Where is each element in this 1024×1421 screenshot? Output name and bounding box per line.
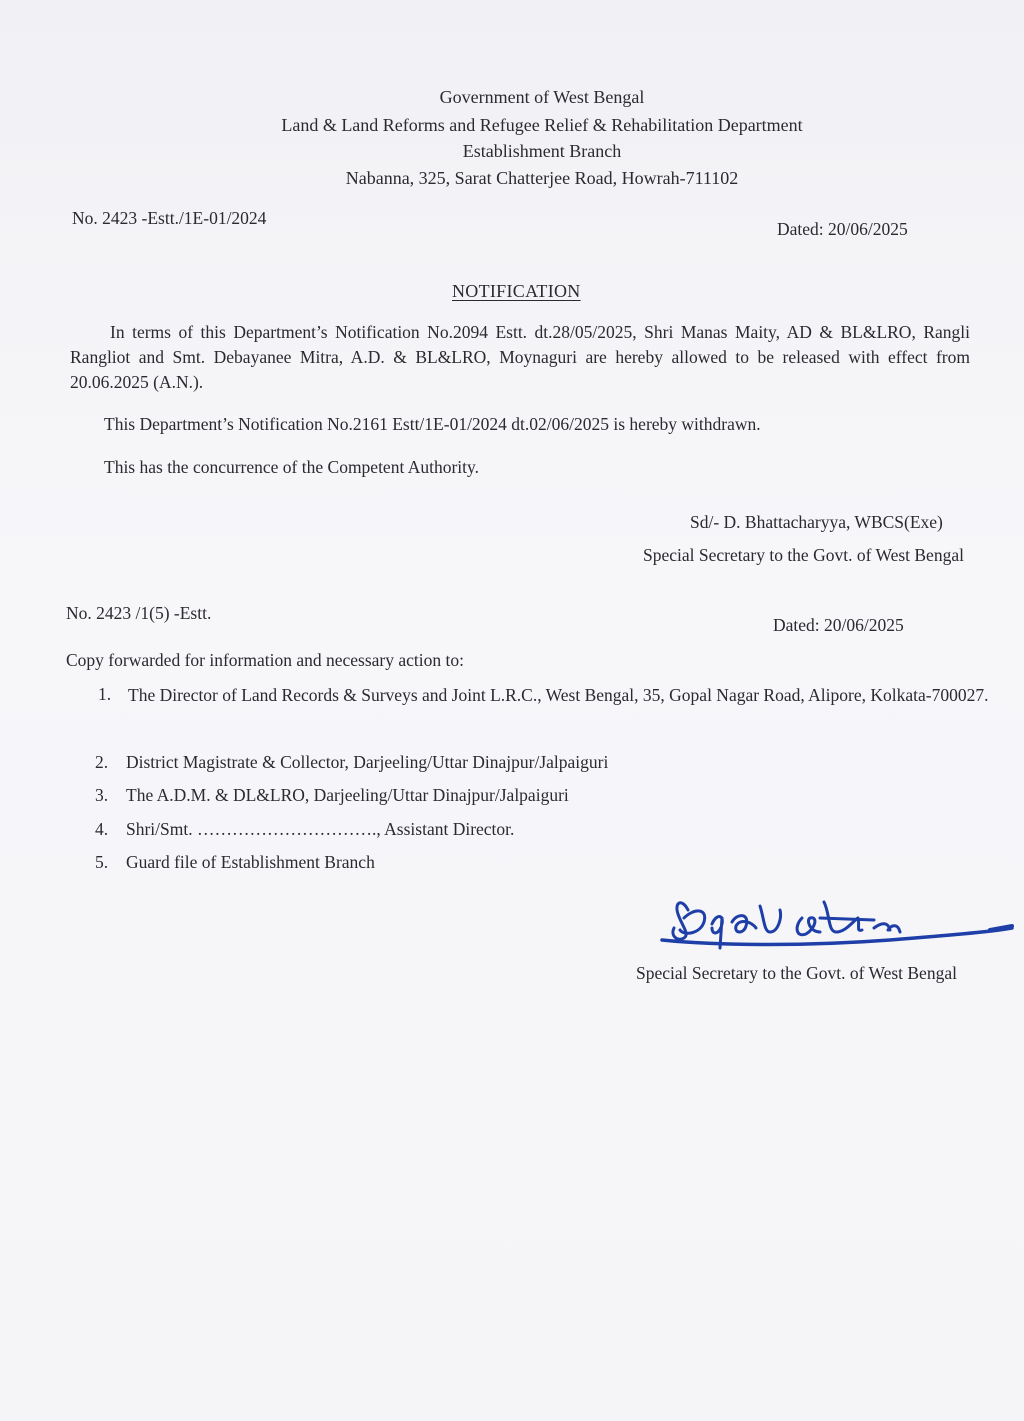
list-item-number: 5.	[95, 852, 109, 872]
header-department: Land & Land Reforms and Refugee Relief & Rehabilitation Department	[281, 115, 803, 135]
notification-paragraph-2: This Department’s Notification No.2161 Estt/1E-01/2024 dt.02/06/2025 is hereby withdrawn.	[104, 414, 761, 434]
copy-forwarded-intro: Copy forwarded for information and necessary action to:	[66, 650, 464, 670]
notification-title: NOTIFICATION	[452, 281, 581, 301]
notification-paragraph-1: In terms of this Department’s Notification No.2094 Estt. dt.28/05/2025, Shri Manas Maity, AD & BL&LRO, Rangli Rangliot and Smt. Debayanee Mitra, A.D. & BL&LRO, Moynaguri are hereby allowed to be released with effect from 20.06.2025 (A.N.).	[70, 322, 970, 392]
list-item-number: 2.	[95, 752, 109, 772]
list-item-number: 3.	[95, 785, 109, 805]
notification-paragraph-3: This has the concurrence of the Competent Authority.	[104, 457, 480, 477]
header-address: Nabanna, 325, Sarat Chatterjee Road, Howrah-711102	[345, 168, 739, 188]
header-branch: Establishment Branch	[462, 141, 622, 161]
signatory-name: Sd/- D. Bhattacharyya, WBCS(Exe)	[690, 512, 943, 532]
list-item-text: Shri/Smt. …………………………., Assistant Director.	[126, 819, 515, 839]
list-item-text: The Director of Land Records & Surveys and Joint L.R.C., West Bengal, 35, Gopal Nagar Road, Alipore, Kolkata-700027.	[128, 685, 989, 705]
final-signatory-designation: Special Secretary to the Govt. of West Bengal	[636, 963, 957, 983]
list-item-text: The A.D.M. & DL&LRO, Darjeeling/Uttar Dinajpur/Jalpaiguri	[126, 785, 569, 805]
list-item-text: District Magistrate & Collector, Darjeeling/Uttar Dinajpur/Jalpaiguri	[126, 752, 609, 772]
memo-number: No. 2423 -Estt./1E-01/2024	[72, 208, 267, 228]
memo-date: Dated: 20/06/2025	[777, 219, 908, 239]
list-item-number: 1.	[98, 684, 112, 704]
list-item-text: Guard file of Establishment Branch	[126, 852, 375, 872]
copy-memo-date: Dated: 20/06/2025	[773, 615, 904, 635]
handwritten-signature	[660, 888, 1020, 958]
header-government: Government of West Bengal	[439, 87, 645, 107]
list-item-number: 4.	[95, 819, 109, 839]
signatory-designation: Special Secretary to the Govt. of West Bengal	[643, 545, 964, 565]
copy-memo-number: No. 2423 /1(5) -Estt.	[66, 603, 212, 623]
